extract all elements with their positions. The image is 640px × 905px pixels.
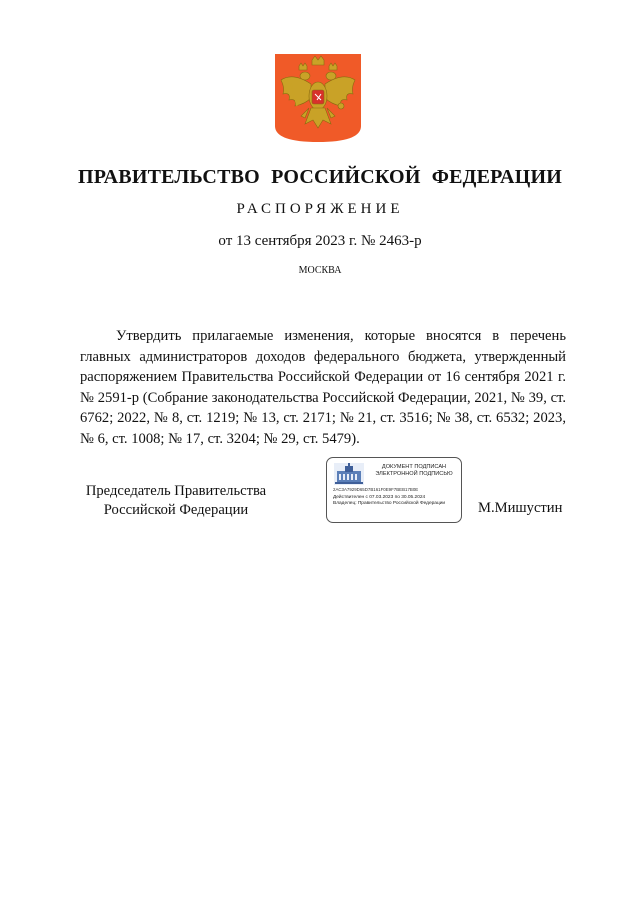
document-type: РАСПОРЯЖЕНИЕ	[236, 201, 404, 217]
signature-heading-line: ЭЛЕКТРОННОЙ ПОДПИСЬЮ	[375, 471, 453, 477]
russian-coat-of-arms-icon	[275, 54, 361, 142]
signature-heading-line: ДОКУМЕНТ ПОДПИСАН	[381, 464, 447, 470]
electronic-signature-stamp	[326, 457, 462, 523]
certificate-validity: Действителен с 07.03.2023 по 30.05.2024	[333, 495, 426, 500]
document-date-number: от 13 сентября 2023 г. № 2463-р	[218, 233, 422, 249]
certificate-number: 2AC3A7929D65D7B161F0E9F7BEB17B0E	[333, 487, 419, 492]
government-title: ПРАВИТЕЛЬСТВО РОССИЙСКОЙ ФЕДЕРАЦИИ	[78, 166, 562, 188]
position-line: Председатель Правительства	[85, 483, 267, 499]
position-line: Российской Федерации	[103, 502, 249, 518]
signatory-position	[76, 482, 276, 520]
government-building-icon	[334, 463, 364, 485]
certificate-owner: Владелец: Правительство Российской Федерации	[333, 501, 446, 506]
signatory-name: М.Мишустин	[478, 500, 563, 516]
body-paragraph: Утвердить прилагаемые изменения, которые вносятся в перечень главных администраторов доходов федерального бюджета, утвержденный распоряжением Правительства Российской Федерации от 16 сентября 2021 г. № 2591-р (Собрание законодательства Российской Федерации, 2021, № 39, ст. 6762; 2022, № 8, ст. 1219; № 13, ст. 2171; № 21, ст. 3516; № 38, ст. 6532; 2023, № 6, ст. 1008; № 17, ст. 3204; № 29, ст. 5479).	[80, 328, 566, 447]
document-body	[80, 326, 566, 450]
city-label: МОСКВА	[298, 265, 342, 276]
signature-heading	[369, 464, 459, 478]
